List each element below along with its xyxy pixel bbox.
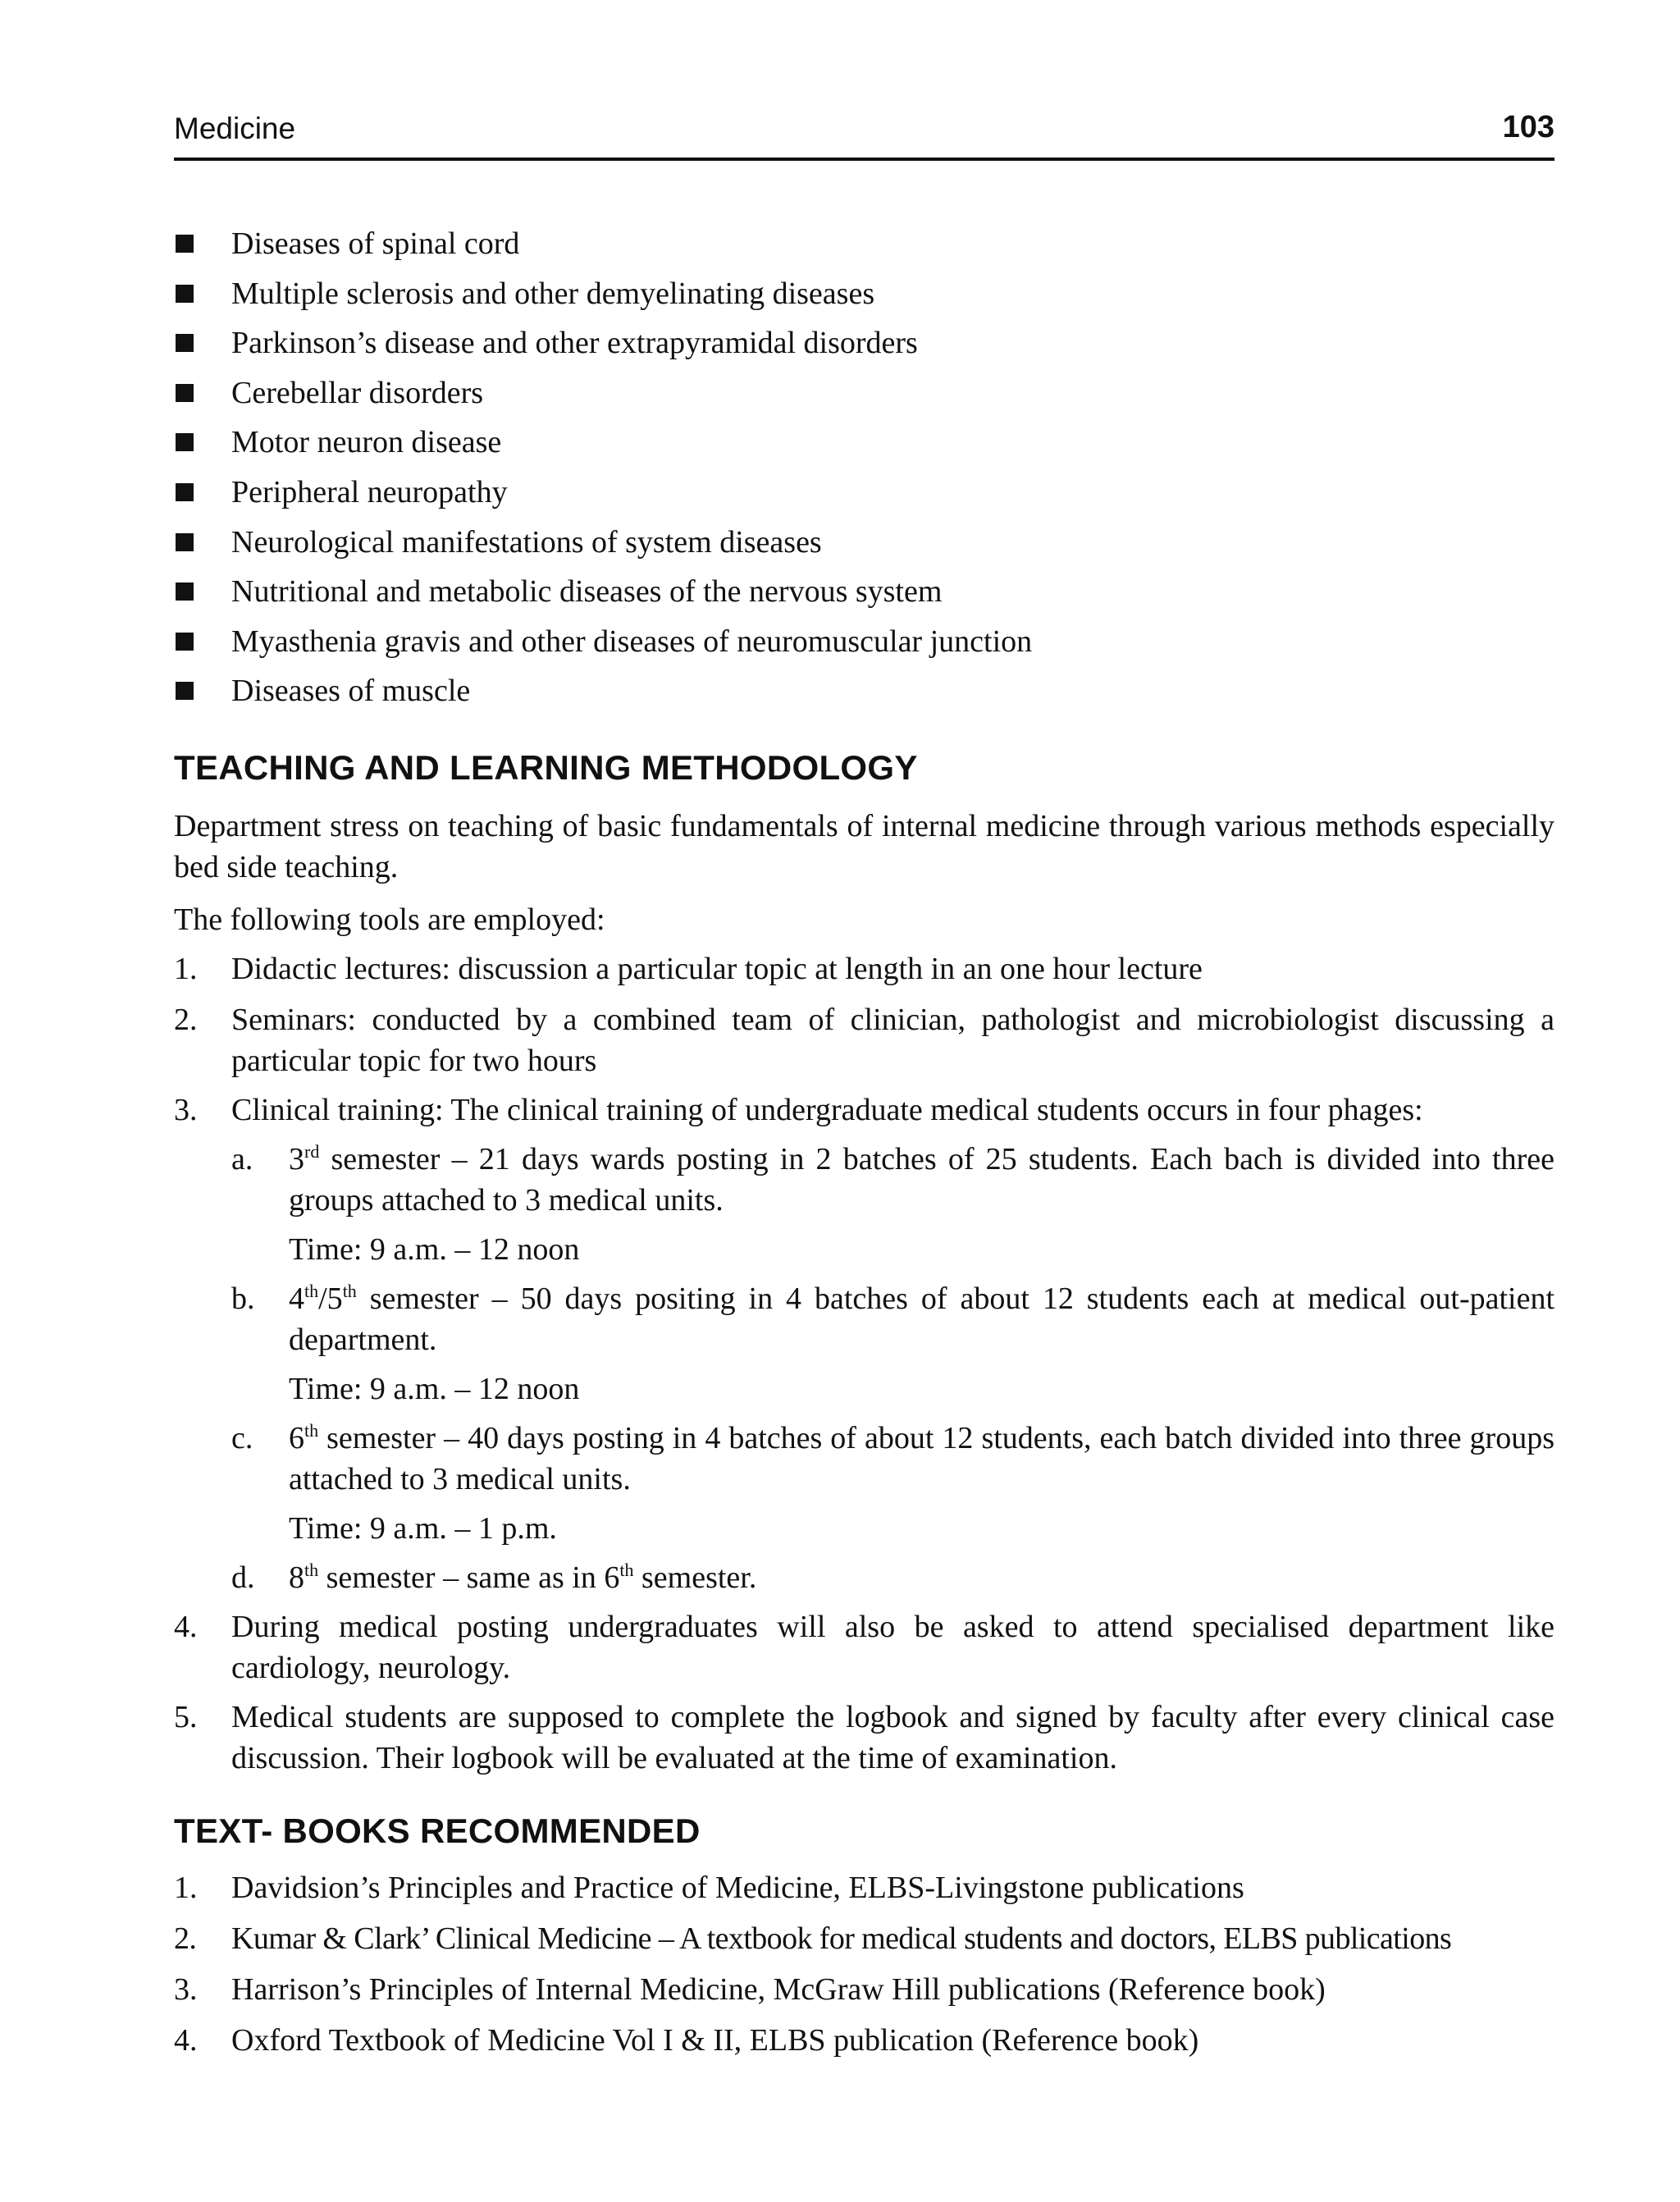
clinical-phase-b-time: Time: 9 a.m. – 12 noon (289, 1372, 580, 1406)
list-item: Myasthenia gravis and other diseases of neuromuscular junction (174, 621, 1554, 671)
list-item: 3. Clinical training: The clinical training of undergraduate medical students occurs in four phages: (174, 1093, 1423, 1127)
clinical-phase-a-time: Time: 9 a.m. – 12 noon (289, 1232, 580, 1267)
list-item: 4. Oxford Textbook of Medicine Vol I & II, ELBS publication (Reference book) (174, 2023, 1199, 2058)
list-item: Parkinson’s disease and other extrapyramidal disorders (174, 322, 1554, 372)
list-item: Peripheral neuropathy (174, 472, 1554, 522)
square-bullet-icon (176, 533, 194, 551)
clinical-phase-b: b. 4th/5th semester – 50 days positing in 4 batches of about 12 students each at medical out-patient department. (231, 1281, 1554, 1357)
list-item: 5. Medical students are supposed to complete the logbook and signed by faculty after every clinical case discussion. Their logbook will be evaluated at the time of examination. (174, 1700, 1554, 1775)
list-item: 2. Seminars: conducted by a combined team of clinician, pathologist and microbiologist discussing a particular topic for two hours (174, 1003, 1554, 1078)
clinical-phase-a: a. 3rd semester – 21 days wards posting in 2 batches of 25 students. Each bach is divided into three groups attached to 3 medical units. (231, 1141, 1554, 1217)
page-number: 103 (1502, 110, 1554, 144)
clinical-phase-c: c. 6th semester – 40 days posting in 4 batches of about 12 students, each batch divided into three groups attached to 3 medical units. (231, 1420, 1554, 1496)
list-item: 2. Kumar & Clark’ Clinical Medicine – A textbook for medical students and doctors, ELBS publications (174, 1921, 1452, 1956)
square-bullet-icon (176, 235, 194, 253)
tools-intro: The following tools are employed: (174, 902, 605, 937)
square-bullet-icon (176, 582, 194, 601)
list-item: 1. Didactic lectures: discussion a particular topic at length in an one hour lecture (174, 952, 1203, 986)
square-bullet-icon (176, 285, 194, 303)
square-bullet-icon (176, 384, 194, 402)
running-header (174, 108, 1554, 161)
clinical-phase-d: d. 8th semester – same as in 6th semester. (231, 1560, 757, 1595)
square-bullet-icon (176, 433, 194, 451)
list-item: 3. Harrison’s Principles of Internal Medicine, McGraw Hill publications (Reference book) (174, 1972, 1326, 2007)
textbooks-heading: TEXT- BOOKS RECOMMENDED (174, 1811, 701, 1850)
teaching-numbered-list (174, 948, 1554, 1779)
teaching-intro: Department stress on teaching of basic fundamentals of internal medicine through various methods especially bed side teaching. (174, 809, 1554, 884)
header-title: Medicine (174, 112, 296, 145)
square-bullet-icon (176, 334, 194, 352)
list-item: 1. Davidsion’s Principles and Practice of Medicine, ELBS-Livingstone publications (174, 1871, 1244, 1905)
list-item: Cerebellar disorders (174, 372, 1554, 423)
square-bullet-icon (176, 633, 194, 651)
topic-bullet-list (174, 223, 1554, 720)
textbooks-list (174, 1867, 1554, 2061)
clinical-phase-c-time: Time: 9 a.m. – 1 p.m. (289, 1511, 557, 1546)
list-item: 4. During medical posting undergraduates will also be asked to attend specialised department like cardiology, neurology. (174, 1610, 1554, 1685)
list-item: Diseases of muscle (174, 670, 1554, 720)
list-item: Neurological manifestations of system diseases (174, 522, 1554, 572)
list-item: Motor neuron disease (174, 422, 1554, 472)
list-item: Multiple sclerosis and other demyelinating diseases (174, 273, 1554, 323)
list-item: Diseases of spinal cord (174, 223, 1554, 273)
list-item: Nutritional and metabolic diseases of the nervous system (174, 571, 1554, 621)
teaching-heading: TEACHING AND LEARNING METHODOLOGY (174, 748, 918, 787)
square-bullet-icon (176, 483, 194, 501)
square-bullet-icon (176, 682, 194, 700)
